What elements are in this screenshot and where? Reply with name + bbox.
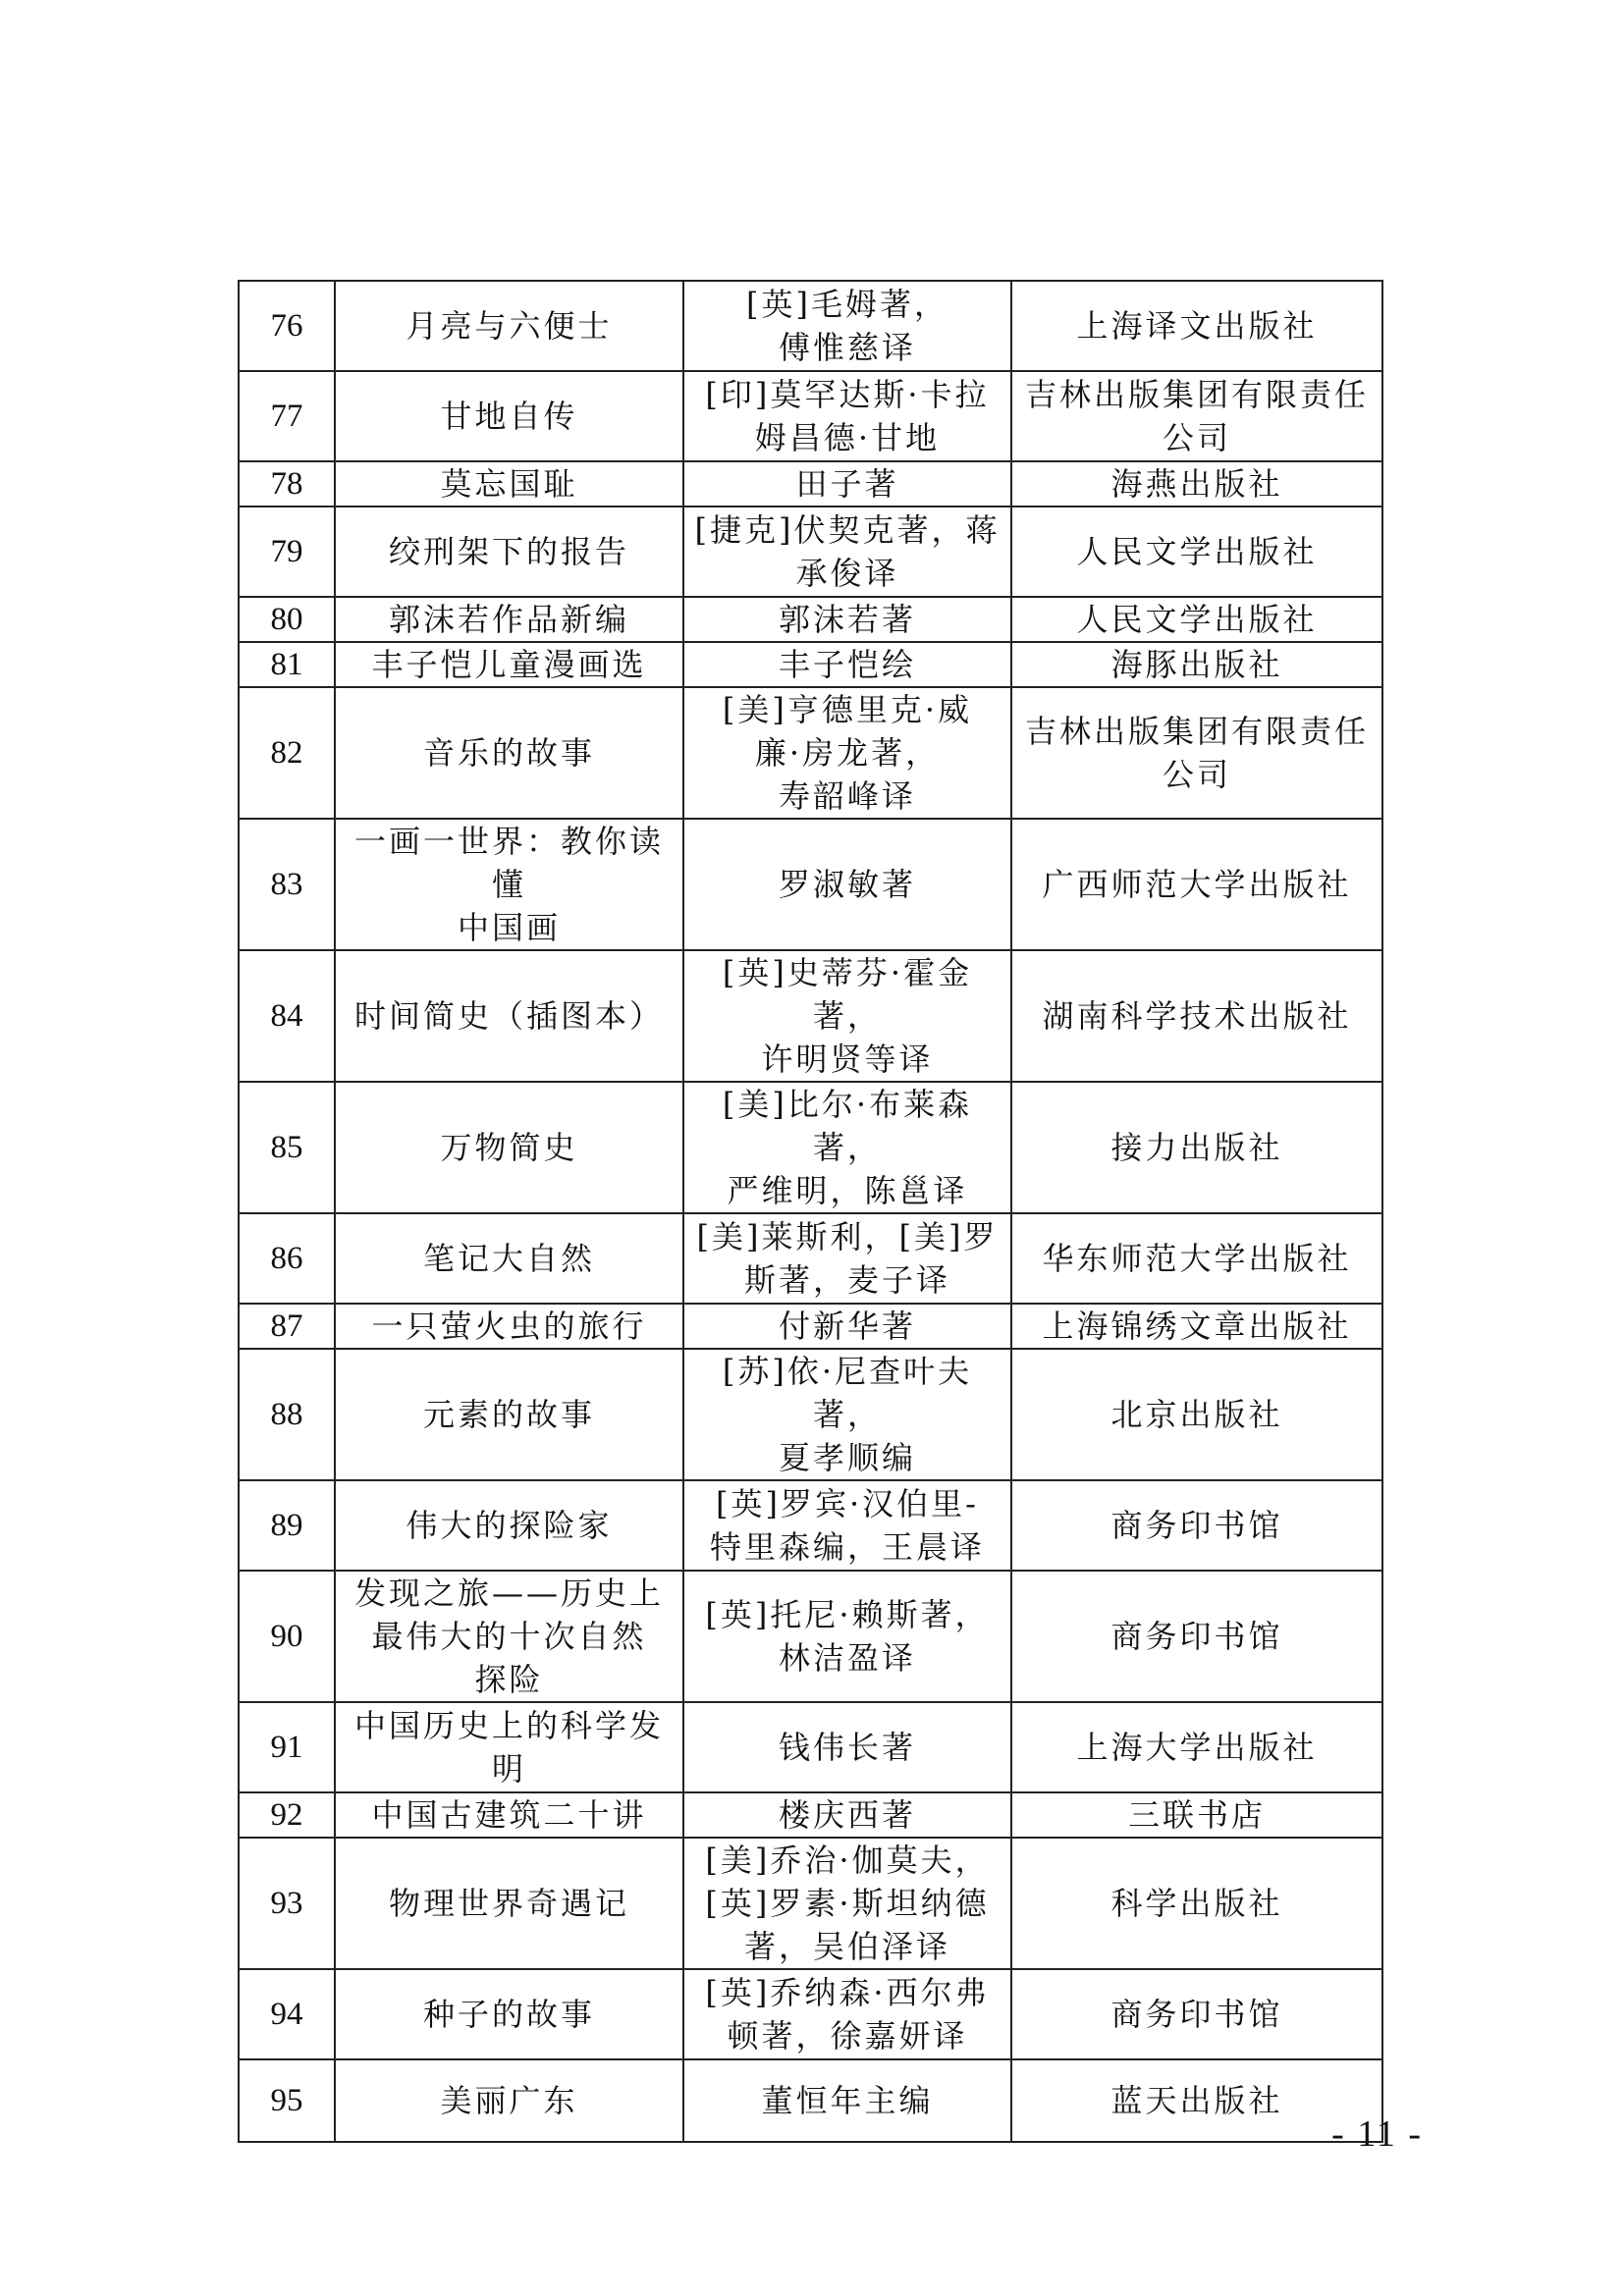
book-publisher-cell: [1011, 687, 1382, 819]
book-publisher-line: 蓝天出版社: [1110, 2082, 1283, 2119]
table-row: [239, 1702, 1382, 1792]
row-number: 95: [239, 2059, 335, 2142]
book-title-line: 发现之旅——历史上: [353, 1575, 664, 1612]
book-publisher-line: 科学出版社: [1110, 1885, 1283, 1922]
book-author-cell: [683, 1571, 1011, 1702]
book-author-line: [美]莱斯利，[美]罗: [696, 1218, 999, 1255]
book-publisher-line: 商务印书馆: [1110, 1507, 1283, 1544]
book-author-line: 林洁盈译: [778, 1639, 916, 1677]
book-title-cell: [335, 597, 683, 642]
book-title-line: 音乐的故事: [422, 734, 595, 772]
book-title-cell: [335, 642, 683, 687]
table-row: [239, 1480, 1382, 1571]
book-publisher-cell: [1011, 281, 1382, 371]
book-publisher-cell: [1011, 507, 1382, 597]
book-author-line: 罗淑敏著: [778, 866, 916, 903]
book-title-cell: [335, 1838, 683, 1969]
book-publisher-line: 吉林出版集团有限责任: [1024, 376, 1369, 413]
book-title-cell: [335, 461, 683, 507]
table-row: [239, 2059, 1382, 2142]
table-row: [239, 950, 1382, 1082]
book-author-cell: [683, 371, 1011, 461]
book-publisher-line: 接力出版社: [1110, 1129, 1283, 1166]
book-author-line: [英]罗素·斯坦纳德: [705, 1885, 990, 1922]
book-title-line: 莫忘国耻: [440, 465, 578, 503]
table-row: [239, 819, 1382, 950]
book-author-line: 特里森编，王晨译: [709, 1528, 985, 1566]
book-publisher-line: 湖南科学技术出版社: [1042, 997, 1352, 1035]
book-author-cell: [683, 1792, 1011, 1838]
book-title-cell: [335, 1702, 683, 1792]
book-publisher-cell: [1011, 819, 1382, 950]
book-publisher-line: 海豚出版社: [1110, 646, 1283, 683]
book-author-cell: [683, 1969, 1011, 2059]
book-title-cell: [335, 1213, 683, 1304]
row-number: 79: [239, 507, 335, 597]
book-title-cell: [335, 687, 683, 819]
row-number: 86: [239, 1213, 335, 1304]
book-title-line: 明: [491, 1750, 526, 1788]
book-author-line: [捷克]伏契克著，蒋: [694, 511, 1001, 549]
book-author-line: 楼庆西著: [778, 1796, 916, 1834]
book-publisher-cell: [1011, 1838, 1382, 1969]
book-author-line: 许明贤等译: [761, 1041, 934, 1078]
table-row: [239, 687, 1382, 819]
book-publisher-cell: [1011, 371, 1382, 461]
book-title-cell: [335, 281, 683, 371]
book-title-line: 伟大的探险家: [406, 1507, 613, 1544]
book-title-line: 万物简史: [440, 1129, 578, 1166]
book-author-cell: [683, 1082, 1011, 1213]
book-publisher-cell: [1011, 642, 1382, 687]
book-list-table: [238, 280, 1383, 2143]
book-author-cell: [683, 642, 1011, 687]
table-row: [239, 281, 1382, 371]
book-author-line: 丰子恺绘: [778, 646, 916, 683]
row-number: 80: [239, 597, 335, 642]
book-publisher-line: 商务印书馆: [1110, 1996, 1283, 2033]
book-title-cell: [335, 507, 683, 597]
row-number: 77: [239, 371, 335, 461]
book-author-line: [英]托尼·赖斯著，: [705, 1596, 990, 1633]
row-number: 89: [239, 1480, 335, 1571]
book-publisher-cell: [1011, 1349, 1382, 1480]
book-title-cell: [335, 1792, 683, 1838]
book-title-cell: [335, 1304, 683, 1349]
book-author-line: 夏孝顺编: [778, 1439, 916, 1476]
table-row: [239, 642, 1382, 687]
table-row: [239, 1082, 1382, 1213]
book-author-line: 付新华著: [778, 1308, 916, 1345]
table-row: [239, 1304, 1382, 1349]
book-author-line: 斯著，麦子译: [743, 1261, 950, 1299]
book-author-line: 姆昌德·甘地: [754, 419, 941, 456]
book-author-cell: [683, 1213, 1011, 1304]
book-publisher-cell: [1011, 1304, 1382, 1349]
book-title-line: 一只萤火虫的旅行: [371, 1308, 647, 1345]
table-row: [239, 597, 1382, 642]
book-author-line: 顿著，徐嘉妍译: [727, 2017, 968, 2055]
book-publisher-line: 海燕出版社: [1110, 465, 1283, 503]
book-title-line: 绞刑架下的报告: [388, 533, 629, 570]
book-author-cell: [683, 1702, 1011, 1792]
book-title-cell: [335, 819, 683, 950]
book-publisher-cell: [1011, 1571, 1382, 1702]
book-author-cell: [683, 597, 1011, 642]
page-number: - 11 -: [1331, 2113, 1423, 2155]
book-author-line: 廉·房龙著，: [754, 734, 941, 772]
book-publisher-line: 公司: [1162, 756, 1231, 793]
book-title-line: 中国历史上的科学发: [353, 1707, 664, 1744]
book-title-cell: [335, 1969, 683, 2059]
row-number: 76: [239, 281, 335, 371]
book-author-line: [英]罗宾·汉伯里-: [716, 1485, 979, 1522]
book-publisher-cell: [1011, 461, 1382, 507]
table-row: [239, 1571, 1382, 1702]
row-number: 88: [239, 1349, 335, 1480]
book-publisher-line: 公司: [1162, 419, 1231, 456]
row-number: 91: [239, 1702, 335, 1792]
book-title-line: 笔记大自然: [422, 1240, 595, 1277]
book-author-cell: [683, 281, 1011, 371]
book-publisher-line: 商务印书馆: [1110, 1618, 1283, 1655]
table-row: [239, 1213, 1382, 1304]
row-number: 92: [239, 1792, 335, 1838]
book-title-cell: [335, 1349, 683, 1480]
book-publisher-cell: [1011, 1082, 1382, 1213]
book-publisher-cell: [1011, 2059, 1382, 2142]
book-title-cell: [335, 1571, 683, 1702]
book-publisher-cell: [1011, 950, 1382, 1082]
book-title-line: 美丽广东: [440, 2082, 578, 2119]
book-title-line: 探险: [474, 1661, 544, 1698]
row-number: 83: [239, 819, 335, 950]
book-title-line: 时间简史（插图本）: [353, 997, 664, 1035]
book-publisher-line: 广西师范大学出版社: [1042, 866, 1352, 903]
book-author-cell: [683, 950, 1011, 1082]
row-number: 85: [239, 1082, 335, 1213]
book-author-line: 董恒年主编: [761, 2082, 934, 2119]
book-author-line: [英]乔纳森·西尔弗: [705, 1974, 990, 2011]
book-publisher-cell: [1011, 1480, 1382, 1571]
row-number: 94: [239, 1969, 335, 2059]
book-author-line: [美]比尔·布莱森著，: [722, 1086, 973, 1166]
book-title-line: 月亮与六便士: [406, 307, 613, 345]
book-publisher-line: 上海大学出版社: [1076, 1729, 1318, 1766]
book-publisher-line: 华东师范大学出版社: [1042, 1240, 1352, 1277]
row-number: 93: [239, 1838, 335, 1969]
book-author-cell: [683, 2059, 1011, 2142]
book-publisher-cell: [1011, 1969, 1382, 2059]
book-title-line: 元素的故事: [422, 1396, 595, 1433]
book-publisher-cell: [1011, 597, 1382, 642]
table-row: [239, 507, 1382, 597]
book-publisher-line: 吉林出版集团有限责任: [1024, 713, 1369, 750]
book-author-line: [英]史蒂芬·霍金著，: [722, 954, 973, 1035]
book-publisher-line: 人民文学出版社: [1076, 601, 1318, 638]
book-author-line: [英]毛姆著，: [746, 286, 948, 323]
table-row: [239, 1838, 1382, 1969]
book-title-cell: [335, 1082, 683, 1213]
book-title-line: 丰子恺儿童漫画选: [371, 646, 647, 683]
book-author-cell: [683, 1480, 1011, 1571]
book-author-line: [印]莫罕达斯·卡拉: [705, 376, 990, 413]
book-publisher-line: 北京出版社: [1110, 1396, 1283, 1433]
row-number: 90: [239, 1571, 335, 1702]
book-author-cell: [683, 461, 1011, 507]
book-author-line: [苏]依·尼查叶夫著，: [722, 1353, 973, 1433]
book-author-line: 承俊译: [795, 555, 899, 592]
row-number: 84: [239, 950, 335, 1082]
book-author-line: 著，吴伯泽译: [743, 1928, 950, 1965]
book-author-cell: [683, 819, 1011, 950]
book-title-cell: [335, 950, 683, 1082]
book-publisher-line: 上海锦绣文章出版社: [1042, 1308, 1352, 1345]
table-row: [239, 1969, 1382, 2059]
book-publisher-cell: [1011, 1792, 1382, 1838]
book-title-line: 最伟大的十次自然: [371, 1618, 647, 1655]
book-author-line: 钱伟长著: [778, 1729, 916, 1766]
table-row: [239, 371, 1382, 461]
book-title-line: 中国画: [457, 909, 561, 946]
book-publisher-line: 上海译文出版社: [1076, 307, 1318, 345]
book-author-line: 严维明，陈邕译: [727, 1172, 968, 1209]
row-number: 81: [239, 642, 335, 687]
book-title-line: 一画一世界：教你读懂: [353, 823, 664, 903]
row-number: 87: [239, 1304, 335, 1349]
book-title-line: 甘地自传: [440, 398, 578, 435]
book-title-cell: [335, 2059, 683, 2142]
book-title-cell: [335, 1480, 683, 1571]
book-publisher-line: 三联书店: [1127, 1796, 1266, 1834]
book-author-line: 傅惟慈译: [778, 329, 916, 366]
book-author-line: 田子著: [795, 465, 899, 503]
book-title-line: 物理世界奇遇记: [388, 1885, 629, 1922]
book-author-cell: [683, 1304, 1011, 1349]
book-author-cell: [683, 687, 1011, 819]
row-number: 82: [239, 687, 335, 819]
book-title-cell: [335, 371, 683, 461]
table-row: [239, 1349, 1382, 1480]
book-title-line: 中国古建筑二十讲: [371, 1796, 647, 1834]
book-title-line: 郭沫若作品新编: [388, 601, 629, 638]
book-publisher-cell: [1011, 1213, 1382, 1304]
book-author-line: 郭沫若著: [778, 601, 916, 638]
book-list-body: [239, 281, 1382, 2142]
table-row: [239, 461, 1382, 507]
book-publisher-cell: [1011, 1702, 1382, 1792]
table-row: [239, 1792, 1382, 1838]
book-author-cell: [683, 507, 1011, 597]
book-author-line: [美]亨德里克·威: [722, 691, 973, 728]
book-publisher-line: 人民文学出版社: [1076, 533, 1318, 570]
book-author-line: [美]乔治·伽莫夫，: [705, 1842, 990, 1879]
book-author-line: 寿韶峰译: [778, 777, 916, 815]
book-author-cell: [683, 1349, 1011, 1480]
book-author-cell: [683, 1838, 1011, 1969]
row-number: 78: [239, 461, 335, 507]
book-title-line: 种子的故事: [422, 1996, 595, 2033]
